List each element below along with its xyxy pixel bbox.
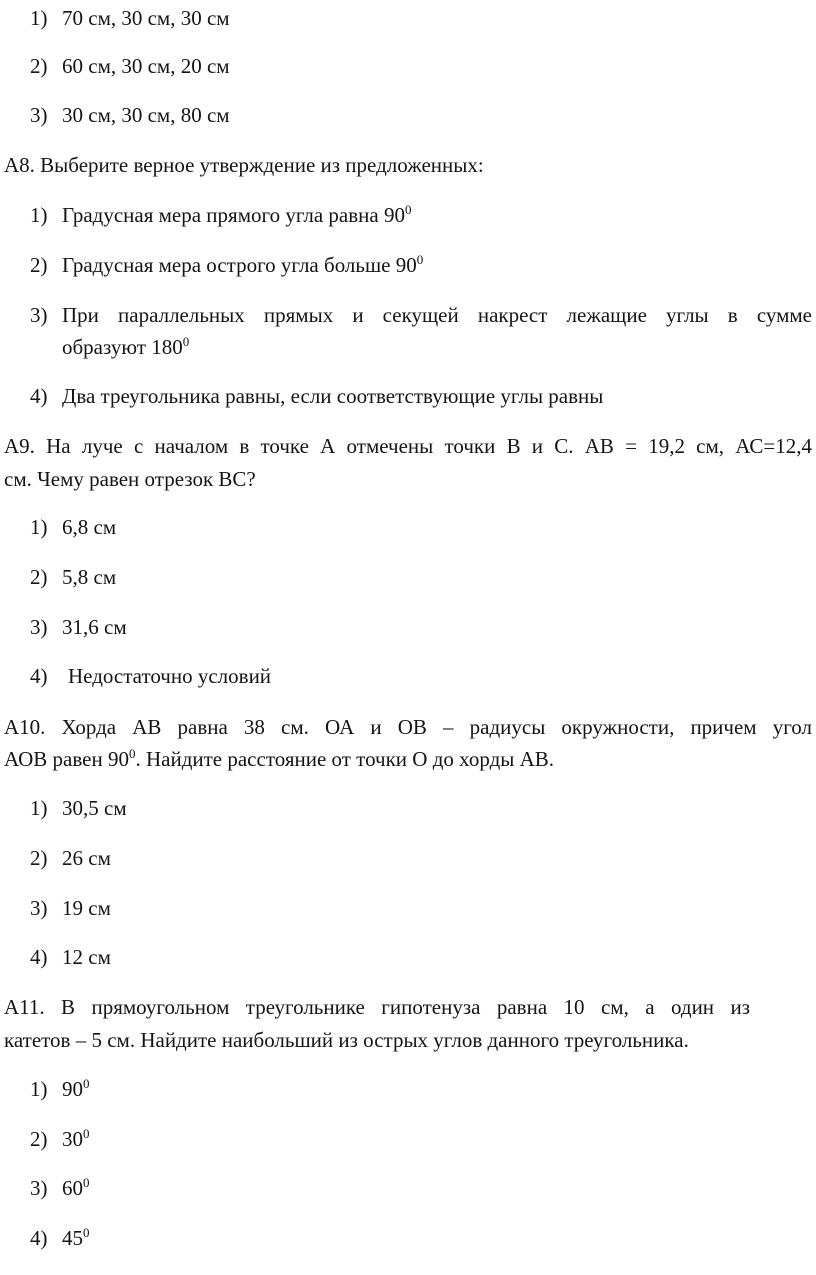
question-a10-line-1: А10. Хорда АВ равна 38 см. ОА и ОВ – радиусы окружности, причем угол	[4, 715, 812, 739]
degree-superscript: 0	[182, 334, 190, 349]
option-number: 3)	[30, 1176, 48, 1200]
option-text: Градусная мера острого угла больше $90^0$	[62, 252, 424, 277]
option-text: $45^0$	[62, 1225, 90, 1250]
option-number: 4)	[30, 384, 48, 408]
option-number: 2)	[30, 565, 48, 589]
option-text: 30,5 см	[62, 796, 127, 820]
option-text: Два треугольника равны, если соответствующие углы равны	[62, 384, 604, 408]
option-number: 1)	[30, 796, 48, 820]
option-number: 4)	[30, 664, 48, 688]
question-a10-line-2: АОВ равен $90^0$. Найдите расстояние от точки О до хорды АВ.	[4, 746, 555, 771]
question-a8: А8. Выберите верное утверждение из предложенных:	[4, 153, 484, 177]
option-text: При параллельных прямых и секущей накрест лежащие углы в сумме	[62, 303, 812, 327]
option-number: 4)	[30, 945, 48, 969]
option-text: 5,8 см	[62, 565, 117, 589]
option-text: 26 см	[62, 846, 111, 870]
option-number: 2)	[30, 54, 48, 78]
option-text: 6,8 см	[62, 515, 117, 539]
option-text: 60 см, 30 см, 20 см	[62, 54, 230, 78]
degree-superscript: 0	[83, 1126, 90, 1141]
option-text: Градусная мера прямого угла равна $90^0$	[62, 202, 412, 227]
question-a11-line-2: катетов – 5 см. Найдите наибольший из острых углов данного треугольника.	[4, 1028, 689, 1052]
option-number: 1)	[30, 515, 48, 539]
option-number: 3)	[30, 103, 48, 127]
option-text: $60^0$	[62, 1175, 90, 1200]
degree-superscript: 0	[83, 1225, 90, 1240]
option-number: 3)	[30, 896, 48, 920]
option-number: 2)	[30, 846, 48, 870]
option-number: 2)	[30, 1127, 48, 1151]
option-text: Недостаточно условий	[68, 664, 272, 688]
option-number: 1)	[30, 1077, 48, 1101]
option-text: образуют $180^0$	[62, 334, 190, 359]
option-text: 31,6 см	[62, 615, 127, 639]
degree-superscript: 0	[416, 252, 424, 267]
option-number: 4)	[30, 1226, 48, 1250]
option-number: 2)	[30, 253, 48, 277]
option-text: 19 см	[62, 896, 111, 920]
degree-superscript: 0	[83, 1076, 90, 1091]
option-text: 12 см	[62, 945, 111, 969]
option-number: 1)	[30, 203, 48, 227]
question-a9-line-2: см. Чему равен отрезок ВС?	[4, 467, 256, 491]
degree-superscript: 0	[404, 202, 412, 217]
question-a9-line-1: А9. На луче с началом в точке А отмечены точки В и С. АВ = 19,2 см, АС=12,4	[4, 434, 812, 458]
option-text: $90^0$	[62, 1076, 90, 1101]
option-number: 3)	[30, 303, 48, 327]
degree-superscript: 0	[128, 746, 136, 761]
degree-superscript: 0	[83, 1175, 90, 1190]
option-text: 70 см, 30 см, 30 см	[62, 6, 230, 30]
option-number: 1)	[30, 6, 48, 30]
option-text: 30 см, 30 см, 80 см	[62, 103, 230, 127]
option-text: $30^0$	[62, 1126, 90, 1151]
option-number: 3)	[30, 615, 48, 639]
question-a11-line-1: А11. В прямоугольном треугольнике гипотенуза равна 10 см, а один из	[4, 995, 750, 1019]
